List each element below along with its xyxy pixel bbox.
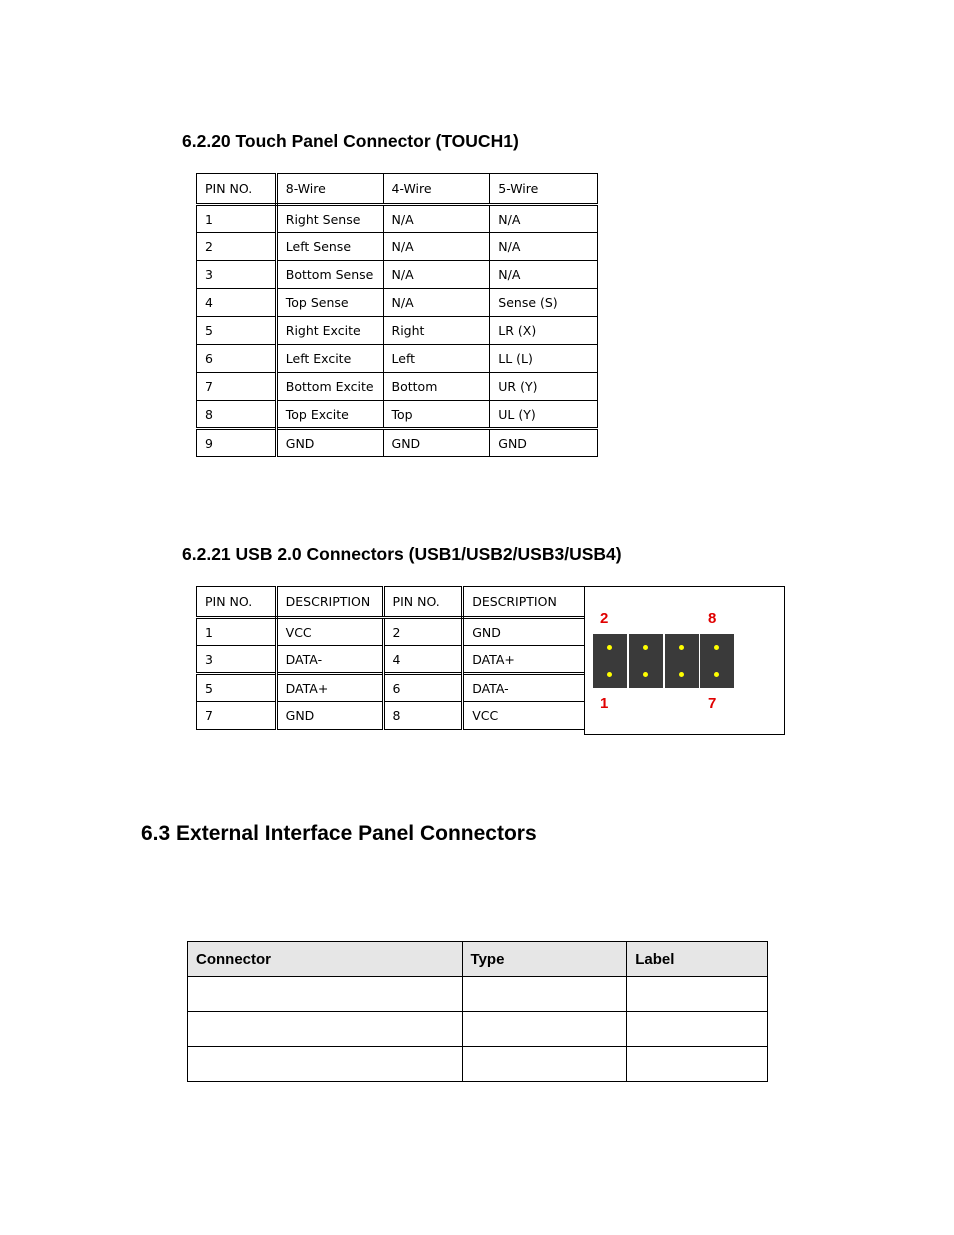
table-row [188,1012,768,1047]
table-row [197,401,598,429]
table-cell: DATA+ [463,646,585,674]
touch-header-row [197,174,598,205]
table-cell: LR (X) [490,317,598,345]
table-cell: UR (Y) [490,373,598,401]
table-cell: 2 [383,618,463,646]
pin-dot [643,645,648,650]
pin-label-bottom-right: 7 [708,695,717,712]
external-header-type: Type [462,942,627,977]
table-cell: 5 [197,317,277,345]
usb-header-desc-1: DESCRIPTION [276,587,383,618]
touch-header-8wire: 8-Wire [276,174,383,205]
table-cell: Top Excite [276,401,383,429]
pin-label-top-right: 8 [708,610,717,627]
table-cell: VCC [276,618,383,646]
table-row [197,289,598,317]
external-heading: 6.3 External Interface Panel Connectors [141,822,537,845]
table-cell [462,977,627,1012]
table-cell: 7 [197,373,277,401]
touch-header-5wire: 5-Wire [490,174,598,205]
touch-header-4wire: 4-Wire [383,174,490,205]
usb-header-desc-2: DESCRIPTION [463,587,585,618]
table-cell [188,1012,463,1047]
table-cell [188,977,463,1012]
table-cell: N/A [490,233,598,261]
pin-label-bottom-left: 1 [600,695,609,712]
usb-header-row [197,587,585,618]
table-cell: Left Sense [276,233,383,261]
table-row [197,317,598,345]
table-cell: 7 [197,702,277,730]
table-cell: 4 [197,289,277,317]
touch-header-pin: PIN NO. [197,174,277,205]
table-row [188,977,768,1012]
external-header-connector: Connector [188,942,463,977]
table-cell: Bottom [383,373,490,401]
table-cell: 8 [197,401,277,429]
table-cell: UL (Y) [490,401,598,429]
table-row [197,205,598,233]
pin-dot [714,645,719,650]
pin-dot [714,672,719,677]
table-cell: DATA- [276,646,383,674]
pin-dot [607,672,612,677]
table-cell: N/A [490,205,598,233]
table-cell [462,1047,627,1082]
table-cell: DATA- [463,674,585,702]
table-cell: Right Sense [276,205,383,233]
pin-column [593,634,627,688]
table-cell: Bottom Sense [276,261,383,289]
table-cell: Right Excite [276,317,383,345]
table-cell: 3 [197,261,277,289]
table-row [197,233,598,261]
table-cell: N/A [383,233,490,261]
table-row [197,261,598,289]
touch-heading: 6.2.20 Touch Panel Connector (TOUCH1) [182,131,519,151]
table-cell: Bottom Excite [276,373,383,401]
table-cell: 4 [383,646,463,674]
table-cell: 3 [197,646,277,674]
touch-panel-table [196,173,598,457]
table-row [197,618,585,646]
table-cell: Top [383,401,490,429]
pin-label-top-left: 2 [600,610,609,627]
table-cell [462,1012,627,1047]
table-cell: N/A [383,289,490,317]
table-row [197,646,585,674]
table-cell: DATA+ [276,674,383,702]
table-cell: GND [490,429,598,457]
table-cell: GND [276,429,383,457]
table-cell: Sense (S) [490,289,598,317]
table-cell: VCC [463,702,585,730]
pin-dot [679,645,684,650]
table-cell [627,977,768,1012]
table-row [197,345,598,373]
usb-heading: 6.2.21 USB 2.0 Connectors (USB1/USB2/USB3/USB4) [182,544,622,564]
table-cell: N/A [490,261,598,289]
table-cell: 6 [383,674,463,702]
table-row [197,674,585,702]
table-cell: 5 [197,674,277,702]
usb-pin-table [196,586,585,730]
table-cell: 1 [197,205,277,233]
usb-header-pin-2: PIN NO. [383,587,463,618]
table-cell: Left [383,345,490,373]
pin-dot [607,645,612,650]
table-row [197,373,598,401]
table-cell: 9 [197,429,277,457]
table-cell: 1 [197,618,277,646]
pin-dot [643,672,648,677]
usb-pinout-diagram [584,586,785,735]
table-row [197,429,598,457]
external-header-row [188,942,768,977]
external-header-label: Label [627,942,768,977]
table-cell: N/A [383,261,490,289]
table-cell [627,1012,768,1047]
table-cell [188,1047,463,1082]
table-cell: GND [383,429,490,457]
table-row [188,1047,768,1082]
table-cell: 8 [383,702,463,730]
usb-header-pin-1: PIN NO. [197,587,277,618]
pin-column [700,634,734,688]
table-cell: 2 [197,233,277,261]
table-row [197,702,585,730]
pin-dot [679,672,684,677]
table-cell: 6 [197,345,277,373]
table-cell: Left Excite [276,345,383,373]
table-cell: Top Sense [276,289,383,317]
table-cell: N/A [383,205,490,233]
table-cell: LL (L) [490,345,598,373]
pin-column [665,634,699,688]
table-cell: GND [463,618,585,646]
table-cell [627,1047,768,1082]
table-cell: Right [383,317,490,345]
table-cell: GND [276,702,383,730]
external-connectors-table [187,941,768,1082]
pin-column [629,634,663,688]
